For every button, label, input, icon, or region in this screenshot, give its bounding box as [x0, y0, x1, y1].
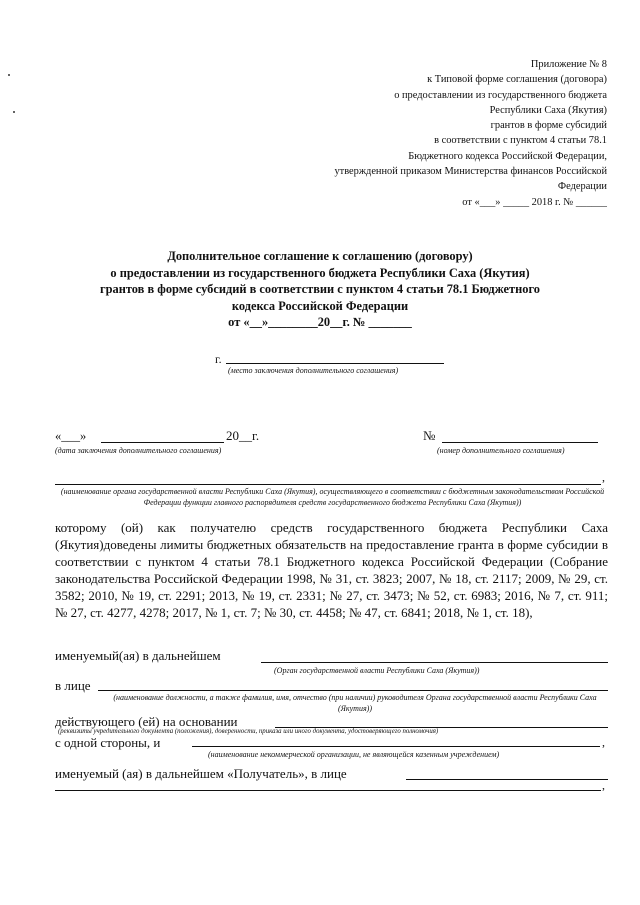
side-end: ,: [602, 735, 605, 749]
recipient-field-continued[interactable]: [55, 790, 601, 791]
scan-speck: [8, 74, 10, 76]
title-line: Дополнительное соглашение к соглашению (договору): [167, 249, 473, 263]
basis-label: действующего (ей) на основании: [55, 714, 238, 729]
appendix-line: Федерации: [557, 181, 607, 193]
organ-field[interactable]: [55, 484, 601, 485]
date-field[interactable]: [101, 442, 224, 443]
named-caption: (Орган государственной власти Республики Саха (Якутия)): [274, 666, 480, 675]
last-line-end: ,: [602, 778, 605, 792]
named-field[interactable]: [261, 662, 608, 663]
title-line: грантов в форме субсидий в соответствии с пунктом 4 статьи 78.1 Бюджетного: [100, 282, 540, 297]
date-caption: (дата заключения дополнительного соглашения): [55, 446, 222, 455]
organ-caption: (наименование органа государственной власти Республики Саха (Якутия), осуществляющего в соответствии с бюджетным законодательством Российской Федерации функции главного распорядителя средств государственного бюджета Республики Саха (Якутия)): [60, 487, 605, 507]
number-caption: (номер дополнительного соглашения): [437, 446, 565, 455]
appendix-line: утвержденной приказом Министерства финансов Российской: [334, 166, 607, 178]
recipient-field[interactable]: [406, 779, 608, 780]
appendix-line: от «___» _____ 2018 г. № ______: [462, 196, 607, 208]
number-field[interactable]: [442, 442, 598, 443]
scan-speck: [13, 111, 15, 113]
place-caption: (место заключения дополнительного соглашения): [228, 366, 399, 375]
body-paragraph: которому (ой) как получателю средств государственного бюджета Республики Саха (Якутия)доведены лимиты бюджетных обязательств на предоставление гранта в форме субсидии в соответствии с пунктом 4 статьи 78.1 Бюджетного кодекса Российской Федерации (Собрание законодательства Российской Федерации 1998, № 31, ст. 3823; 2007, № 18, ст. 2117; 2009, № 29, ст. 3582; 2010, № 19, ст. 2291; 2013, № 19, ст. 2331; № 27, ст. 3473; № 52, ст. 6983; 2016, № 7, ст. 911; № 27, ст. 4277, 4278; 2017, № 1, ст. 7; № 30, ст. 4458; № 47, ст. 6841; 2018, № 1, ст. 18),: [55, 520, 608, 620]
title-line: от «__»________20__г. № _______: [228, 315, 412, 330]
person-field[interactable]: [98, 690, 608, 691]
title-line: о предоставлении из государственного бюджета Республики Саха (Якутия): [110, 265, 530, 280]
appendix-line: Приложение № 8: [530, 59, 607, 70]
organization-caption: (наименование некоммерческой организации, не являющейся казенным учреждением): [208, 750, 500, 759]
appendix-line: о предоставлении из государственного бюджета: [394, 89, 607, 101]
organization-field[interactable]: [192, 746, 600, 747]
person-caption: (наименование должности, а также фамилия, имя, отчество (при наличии) руководителя Органа государственной власти Республики Саха (Якутия)): [113, 693, 597, 713]
appendix-header: [334, 57, 607, 210]
title-line: кодекса Российской Федерации: [231, 298, 409, 313]
appendix-line: грантов в форме субсидий: [490, 120, 607, 132]
person-label: в лице: [55, 678, 91, 693]
named-label: именуемый(ая) в дальнейшем: [55, 648, 221, 663]
organ-line-end: ,: [602, 470, 605, 484]
date-quote: «___»: [55, 429, 87, 443]
document-title: [0, 248, 640, 331]
place-field[interactable]: [226, 363, 444, 364]
place-prefix: г.: [215, 352, 222, 366]
date-year: 20__г.: [226, 428, 260, 443]
appendix-line: в соответствии с пунктом 4 статьи 78.1: [434, 135, 607, 147]
appendix-line: Республики Саха (Якутия): [489, 104, 607, 116]
appendix-line: к Типовой форме соглашения (договора): [427, 74, 607, 86]
recipient-label: именуемый (ая) в дальнейшем «Получатель», в лице: [55, 766, 347, 781]
appendix-line: Бюджетного кодекса Российской Федерации,: [408, 150, 607, 162]
number-sign: №: [423, 428, 436, 443]
basis-caption: (реквизиты учредительного документа (положения), доверенности, приказа или иного документа, удостоверяющего полномочия): [58, 728, 439, 735]
side-label: с одной стороны, и: [55, 735, 161, 750]
